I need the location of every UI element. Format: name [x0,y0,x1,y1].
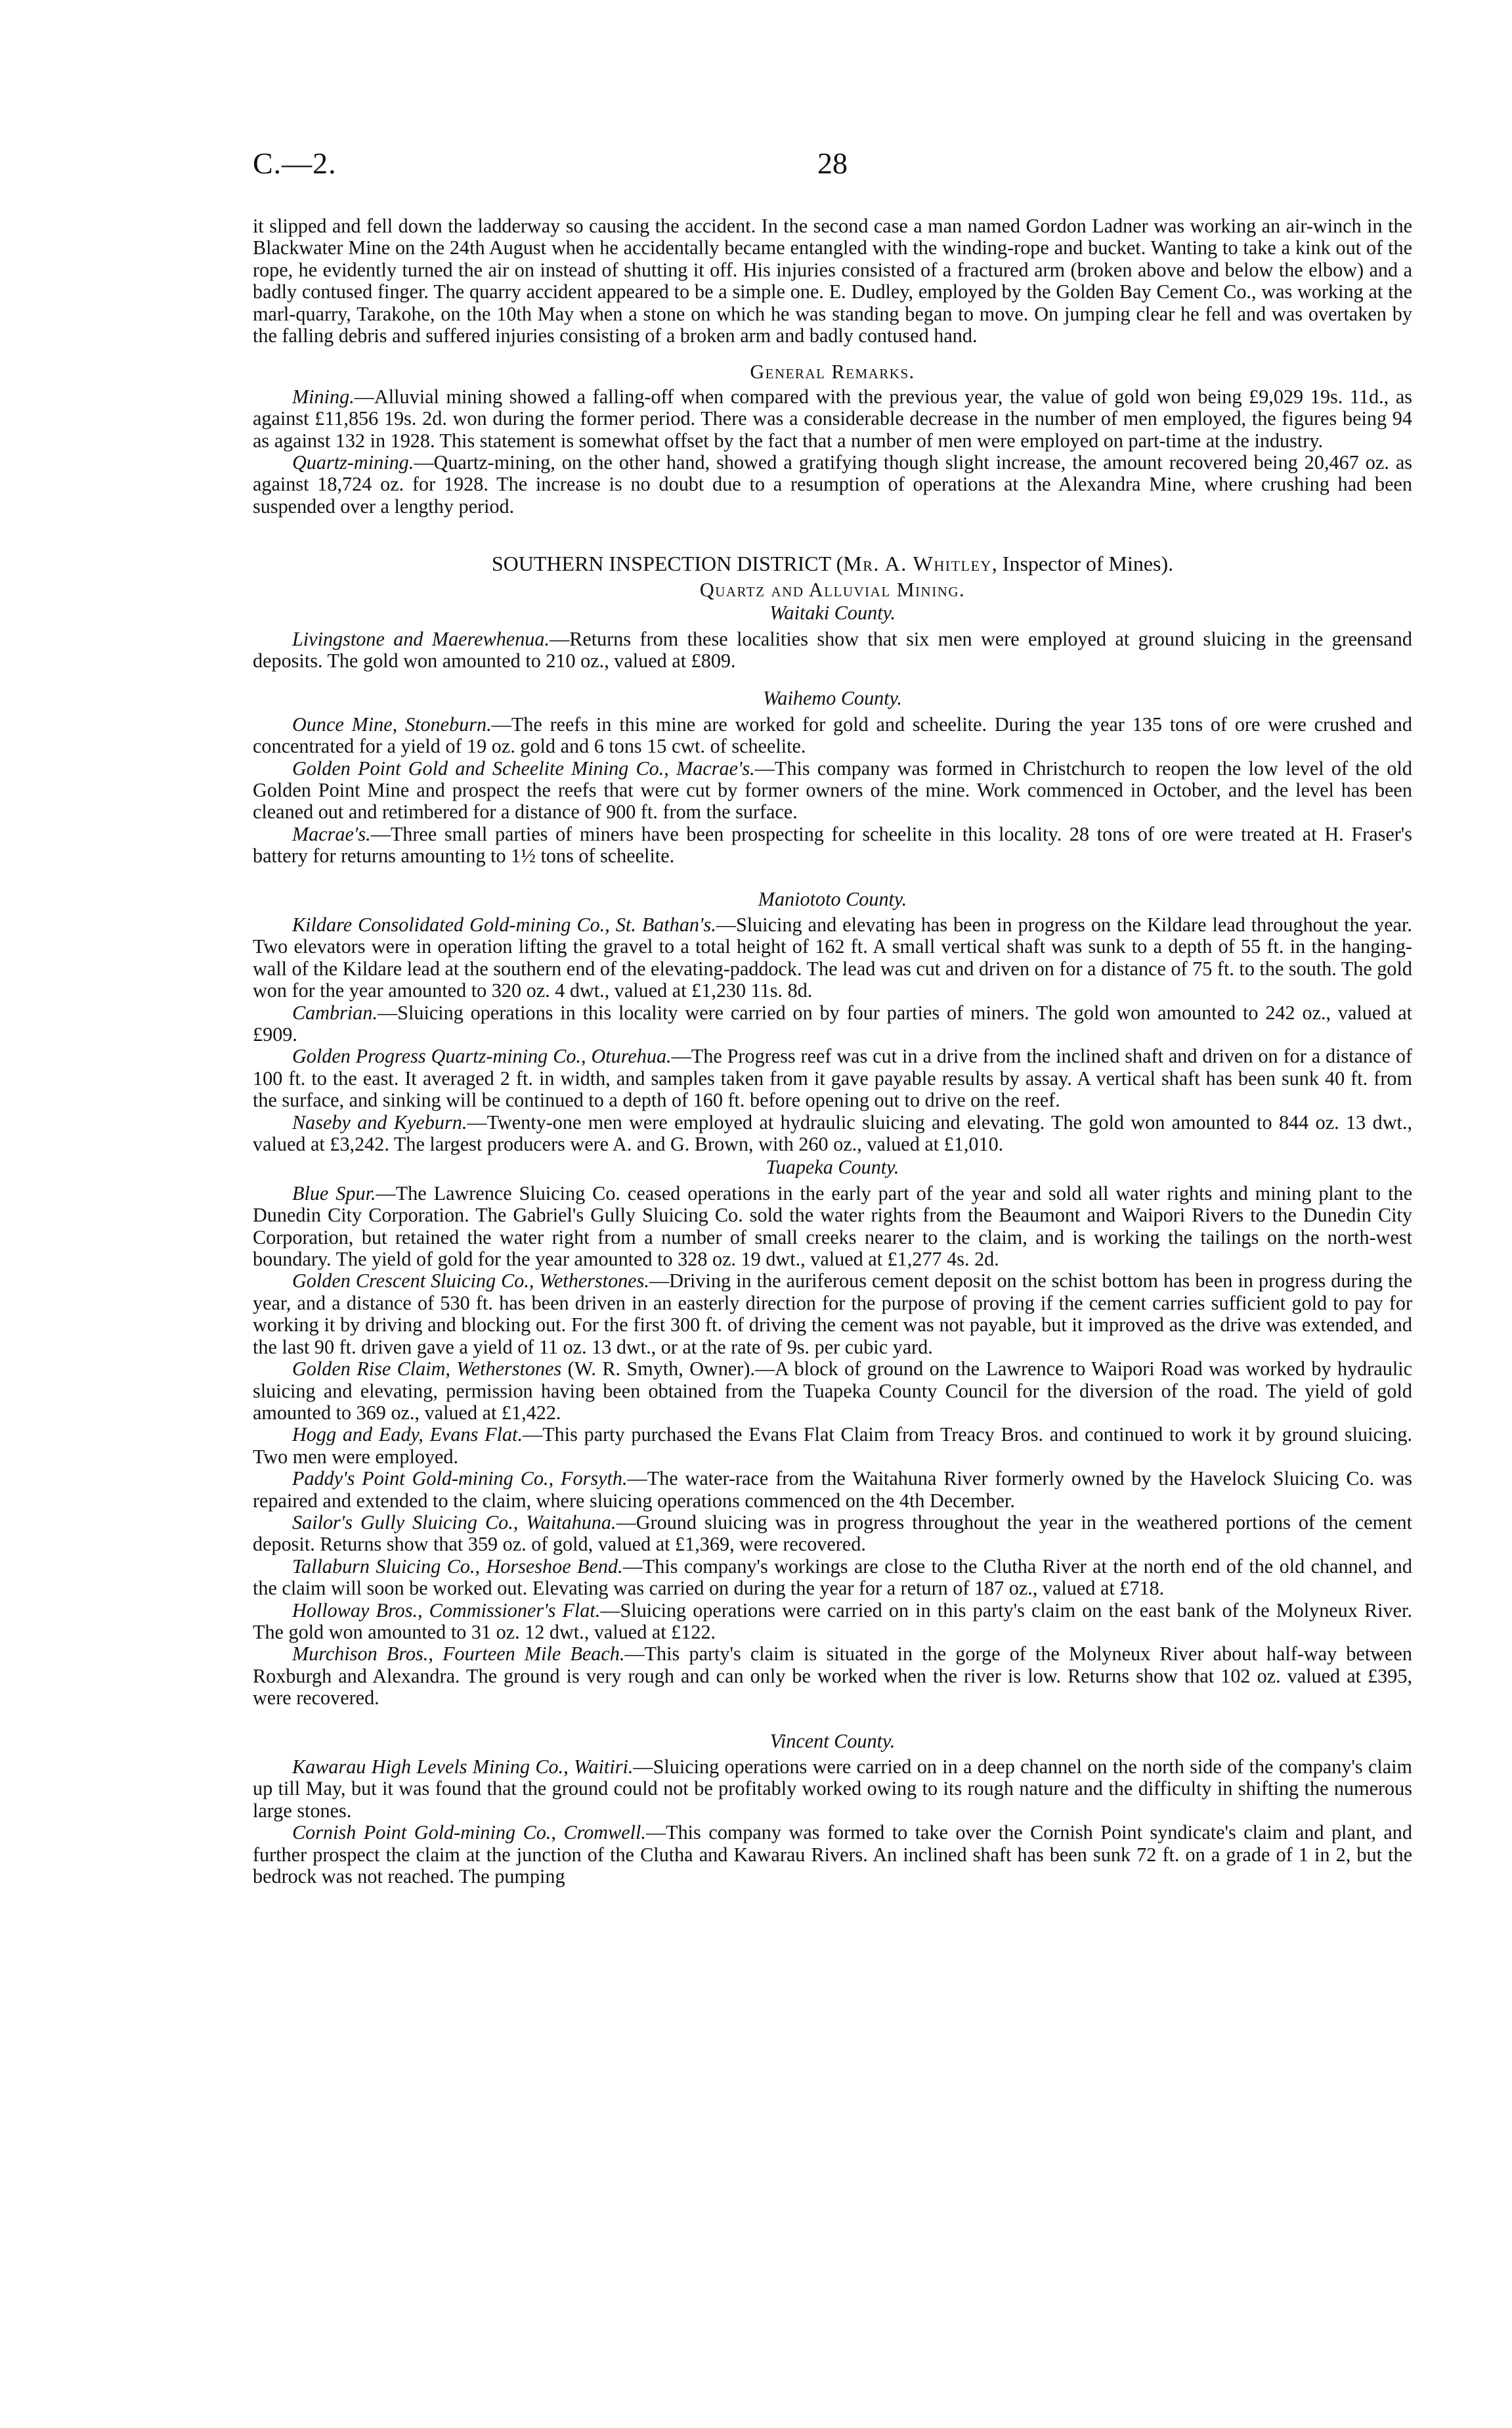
remarks-paragraph [253,386,1412,452]
entry-paragraph [253,1424,1412,1468]
entry-title: Blue Spur. [292,1181,376,1204]
entry-text: —Driving in the auriferous cement deposit on the schist bottom has been in progress during the year, and a distance of 530 ft. has been driven in an easterly direction for the purpose of proving if the cement carries sufficient gold to pay for working it by driving and blocking out. For the first 300 ft. of driving the cement was not payable, but it improved as the drive was extended, and the last 90 ft. driven gave a yield of 11 oz. 13 dwt., or at the rate of 9s. per cubic yard. [253,1269,1413,1358]
entry-title: Sailor's Gully Sluicing Co., Waitahuna. [292,1511,616,1534]
entry-text: —The reefs in this mine are worked for gold and scheelite. During the year 135 tons of ore were crushed and concentrated for a yield of 19 oz. gold and 6 tons 15 cwt. of scheelite. [253,713,1412,758]
entry-text: —Sluicing operations in this locality were carried on by four parties of miners. The gold won amounted to 242 oz., valued at £909. [253,1001,1412,1046]
county-heading: Waihemo County. [763,687,902,710]
entry-title: Tallaburn Sluicing Co., Horseshoe Bend. [292,1555,623,1578]
entry-text: —Twenty-one men were employed at hydraulic sluicing and elevating. The gold won amounted to 844 oz. 13 dwt., valued at £3,242. The largest producers were A. and G. Brown, with 260 oz., valued at £1,010. [253,1111,1412,1156]
district-heading-tail: , Inspector of Mines). [991,552,1174,576]
district-subheading: Quartz and Alluvial Mining. [699,578,966,601]
entry-paragraph [253,714,1412,758]
entry-paragraph [253,914,1412,1002]
intro-paragraph: it slipped and fell down the ladderway so causing the accident. In the second case a man named Gordon Ladner was working an air-winch in the Blackwater Mine on the 24th August when he accidentally became entangled with the winding-rope and bucket. Wanting to take a kink out of the rope, he evidently turned the air on instead of shutting it off. His injuries consisted of a fractured arm (broken above and below the elbow) and a badly contused finger. The quarry accident appeared to be a simple one. E. Dudley, employed by the Golden Bay Cement Co., was working at the marl-quarry, Tarakohe, on the 10th May when a stone on which he was standing began to move. On jumping clear he fell and was overtaken by the falling debris and suffered injuries consisting of a broken arm and badly contused hand. [253,215,1412,347]
entry-paragraph [253,1002,1412,1046]
entry-paragraph [253,1112,1412,1156]
entry-text: —Returns from these localities show that six men were employed at ground sluicing in the greensand deposits. The gold won amounted to 210 oz., valued at £809. [253,627,1412,672]
entry-text: —This company's workings are close to the Clutha River at the north end of the old channel, and the claim will soon be worked out. Elevating was carried on during the year for a return of 187 oz., valued at £718. [253,1555,1412,1600]
entry-text: —Sluicing operations were carried on in this party's claim on the east bank of the Molyneux River. The gold won amounted to 31 oz. 12 dwt., valued at £122. [253,1599,1412,1643]
entry-paragraph [253,1046,1412,1111]
entry-title: Hogg and Eady, Evans Flat. [292,1423,523,1446]
entry-title: Murchison Bros., Fourteen Mile Beach. [292,1643,625,1666]
entry-text: —This company was formed in Christchurch to reopen the low level of the old Golden Point Mine and prospect the reefs that were cut by former owners of the mine. Work commenced in October, and the level has been cleaned out and retimbered for a distance of 900 ft. from the surface. [253,757,1412,824]
remarks-paragraph [253,452,1412,518]
entry-title: Golden Crescent Sluicing Co., Wetherstones. [292,1269,649,1292]
entry-paragraph [253,1512,1412,1556]
remarks-title: Quartz-mining. [292,451,414,474]
entry-title: Naseby and Kyeburn. [292,1111,467,1134]
entry-text: —Sluicing operations were carried on in a deep channel on the north side of the company's claim up till May, but it was found that the ground could not be profitably worked owing to its rough nature and the difficulty in shifting the numerous large stones. [253,1755,1412,1822]
remarks-text: —Alluvial mining showed a falling-off when compared with the previous year, the value of gold won being £9,029 19s. 11d., as against £11,856 19s. 2d. won during the former period. There was a considerable decrease in the number of men employed, the figures being 94 as against 132 in 1928. This statement is somewhat offset by the fact that a number of men were employed on part-time at the industry. [253,385,1412,452]
page-number: 28 [817,146,848,180]
entry-paragraph [253,824,1412,868]
entry-text: —This party purchased the Evans Flat Claim from Treacy Bros. and continued to work it by ground sluicing. Two men were employed. [253,1423,1412,1468]
county-heading: Tuapeka County. [766,1156,899,1179]
entry-text: —The water-race from the Waitahuna River formerly owned by the Havelock Sluicing Co. was repaired and extended to the claim, where sluicing operations commenced on the 4th December. [253,1467,1412,1512]
county-heading: Vincent County. [769,1729,896,1752]
entry-title: Livingstone and Maerewhenua. [292,627,550,650]
entry-text: —This company was formed to take over the Cornish Point syndicate's claim and plant, and further prospect the claim at the junction of the Clutha and Kawarau Rivers. An inclined shaft has been sunk 72 ft. on a grade of 1 in 2, but the bedrock was not reached. The pumping [253,1821,1412,1888]
county-heading: Waitaki County. [769,602,896,625]
entry-paragraph [253,1270,1412,1358]
entry-title: Kildare Consolidated Gold-mining Co., St. Bathan's. [292,913,716,936]
entry-title: Ounce Mine, Stoneburn. [292,713,492,736]
general-remarks-heading: General Remarks. [750,361,915,384]
page-body [253,215,1412,1887]
page-header [253,146,1412,185]
entry-paragraph [253,1556,1412,1600]
entry-title: Cambrian. [292,1001,378,1024]
document-reference: C.—2. [253,146,337,180]
entry-paragraph [253,758,1412,824]
entry-text: —Three small parties of miners have been prospecting for scheelite in this locality. 28 tons of ore were treated at H. Fraser's battery for returns amounting to 1½ tons of scheelite. [253,822,1412,868]
district-heading-main: SOUTHERN INSPECTION DISTRICT ( [491,552,844,576]
entry-title: Cornish Point Gold-mining Co., Cromwell. [292,1821,646,1844]
entry-text: —Sluicing and elevating has been in progress on the Kildare lead throughout the year. Two elevators were in operation lifting the gravel to a total height of 162 ft. A small vertical shaft was sunk to a depth of 55 ft. in the hanging-wall of the Kildare lead at the southern end of the elevating-paddock. The lead was cut and driven on for a distance of 75 ft. to the south. The gold won for the year amounted to 320 oz. 4 dwt., valued at £1,230 11s. 8d. [253,913,1412,1002]
entry-title: Golden Rise Claim, Wetherstones [292,1357,562,1380]
county-heading: Maniototo County. [758,887,907,910]
entry-paragraph [253,629,1412,673]
district-heading [253,553,1412,575]
entry-text: —The Lawrence Sluicing Co. ceased operations in the early part of the year and sold all water rights and mining plant to the Dunedin City Corporation. The Gabriel's Gully Sluicing Co. sold the water rights from the Beaumont and Waipori Rivers to the Dunedin City Corporation, but retained the water right from a number of small creeks nearer to the claim, and is working the tailings on the north-west boundary. The yield of gold for the year amounted to 328 oz. 19 dwt., valued at £1,277 4s. 2d. [253,1181,1412,1271]
entry-text: —Ground sluicing was in progress throughout the year in the weathered portions of the cement deposit. Returns show that 359 oz. of gold, valued at £1,369, were recovered. [253,1511,1412,1556]
district-heading-inspector: Mr. A. Whitley [843,552,992,576]
entry-title: Holloway Bros., Commissioner's Flat. [292,1599,601,1622]
entry-title: Golden Point Gold and Scheelite Mining Co., Macrae's. [292,757,755,780]
general-remarks-section [253,386,1412,518]
entry-paragraph [253,1822,1412,1887]
entry-paragraph [253,1468,1412,1512]
entry-title: Kawarau High Levels Mining Co., Waitiri. [292,1755,634,1778]
entry-paragraph [253,1643,1412,1709]
remarks-title: Mining. [292,385,355,408]
entry-paragraph [253,1183,1412,1271]
entry-title: Macrae's. [292,822,371,845]
entry-paragraph [253,1600,1412,1644]
entry-paragraph [253,1756,1412,1822]
entry-text: —The Progress reef was cut in a drive from the inclined shaft and driven on for a distance of 100 ft. to the east. It averaged 2 ft. in width, and samples taken from it gave payable results by assay. A vertical shaft has been sunk 40 ft. from the surface, and sinking will be continued to a depth of 160 ft. before opening out to drive on the reef. [253,1045,1412,1112]
entry-text: —This party's claim is situated in the gorge of the Molyneux River about half-way between Roxburgh and Alexandra. The ground is very rough and can only be worked when the river is low. Returns show that 102 oz. valued at £395, were recovered. [253,1643,1412,1710]
entry-paragraph [253,1358,1412,1424]
entry-text: (W. R. Smyth, Owner).—A block of ground on the Lawrence to Waipori Road was worked by hydraulic sluicing and elevating, permission having been obtained from the Tuapeka County Council for the diversion of the road. The yield of gold amounted to 369 oz., valued at £1,422. [253,1357,1412,1424]
entry-title: Paddy's Point Gold-mining Co., Forsyth. [292,1467,628,1490]
remarks-text: —Quartz-mining, on the other hand, showed a gratifying though slight increase, the amount recovered being 20,467 oz. as against 18,724 oz. for 1928. The increase is no doubt due to a resumption of operations at the Alexandra Mine, where crushing had been suspended over a lengthy period. [253,451,1412,518]
entry-title: Golden Progress Quartz-mining Co., Oturehua. [292,1045,672,1068]
